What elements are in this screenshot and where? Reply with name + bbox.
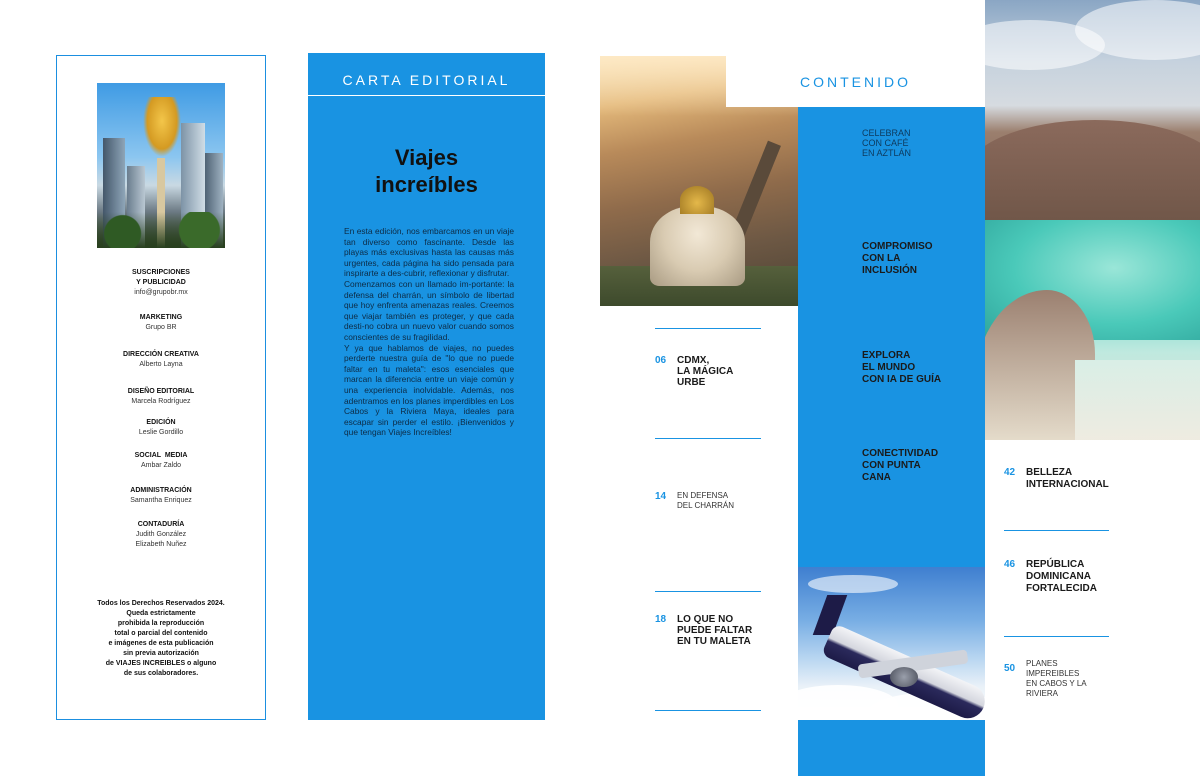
toc-divider <box>655 591 761 592</box>
contents-column-item[interactable]: EXPLORA EL MUNDO CON IA DE GUÍA <box>862 350 942 385</box>
toc-title: BELLEZA INTERNACIONAL <box>1026 467 1109 490</box>
credit-role: DIRECCIÓN CREATIVA <box>123 351 199 358</box>
toc-page-number: 18 <box>655 614 667 625</box>
credit-social-media <box>57 451 265 471</box>
credit-name: Leslie Gordillo <box>138 429 184 436</box>
credit-role: MARKETING <box>139 314 183 321</box>
credit-name: Marcela Rodríguez <box>131 398 191 405</box>
toc-divider <box>655 328 761 329</box>
contents-column-item[interactable]: CONECTIVIDAD CON PUNTA CANA <box>862 448 939 483</box>
credit-subscriptions <box>57 268 265 298</box>
credit-name: Judith González Elizabeth Nuñez <box>135 531 187 548</box>
editorial-paragraph: En esta edición, nos embarcamos en un viaje tan diverso como fascinante. Desde las playas más exclusivas hasta las causas más urgentes, cada página ha sido pensada para inspirarte a des-cubrir, reflexionar y disfrutar. <box>344 226 514 279</box>
credit-role: SOCIAL MEDIA <box>134 452 188 459</box>
credit-administration <box>57 486 265 506</box>
credit-role: ADMINISTRACIÓN <box>130 487 192 494</box>
credit-marketing <box>57 313 265 333</box>
credit-role: DISEÑO EDITORIAL <box>127 388 195 395</box>
editorial-header: CARTA EDITORIAL <box>308 53 545 96</box>
credit-role: CONTADURÍA <box>137 521 185 528</box>
credit-name: Ambar Zaldo <box>140 462 182 469</box>
toc-title: CDMX, LA MÁGICA URBE <box>677 355 734 388</box>
toc-page-number: 06 <box>655 355 667 366</box>
credit-role: SUSCRIPCIONES Y PUBLICIDAD <box>132 269 190 286</box>
aeromexico-plane-photo <box>798 567 985 720</box>
credit-name: Alberto Layna <box>139 361 183 368</box>
credit-name[interactable]: info@grupobr.mx <box>134 289 188 296</box>
contents-column-item[interactable]: CELEBRAN CON CAFÉ EN AZTLÁN <box>862 128 912 158</box>
editorial-title: Viajes increíbles <box>375 145 478 197</box>
rights-notice: Todos los Derechos Reservados 2024. Queda estrictamente prohibida la reproducción total o parcial del contenido e imágenes de esta publicación sin previa autorización de VIAJES INCREIBLES o alguno de sus colaboradores. <box>97 600 225 677</box>
credit-role: EDICIÓN <box>146 419 176 426</box>
toc-title: LO QUE NO PUEDE FALTAR EN TU MALETA <box>677 614 753 647</box>
toc-page-number: 42 <box>1004 467 1016 478</box>
credit-name: Grupo BR <box>145 324 177 331</box>
contents-header: CONTENIDO <box>726 56 985 107</box>
toc-title: EN DEFENSA DEL CHARRÁN <box>677 491 735 510</box>
editorial-body <box>344 226 514 438</box>
baja-bay-photo <box>985 0 1200 440</box>
credit-creative-direction <box>57 350 265 370</box>
editorial-panel <box>308 53 545 720</box>
toc-title: REPÚBLICA DOMINICANA FORTALECIDA <box>1026 559 1097 594</box>
credit-editing <box>57 418 265 438</box>
contents-column-item[interactable]: COMPROMISO CON LA INCLUSIÓN <box>862 241 933 276</box>
editorial-paragraph: Y ya que hablamos de viajes, no puedes perderte nuestra guía de "lo que no puede faltar en tu maleta": esos esenciales que marcan la diferencia entre un viaje común y una experiencia inolvidable. Además, nos adentramos en los planes imperdibles en Los Cabos y la Riviera Maya, ideales para escapar sin perder el estilo. ¡Bienvenidos y que tengan Viajes Increíbles! <box>344 342 514 438</box>
toc-divider <box>1004 636 1109 637</box>
credits-panel <box>56 55 266 720</box>
editorial-paragraph: Comenzamos con un llamado im-portante: la defensa del charrán, un símbolo de libertad que hoy enfrenta amenazas reales. Creemos que viajar también es proteger, y que cada desti-no cobra un nuevo valor cuando somos conscientes de su fragilidad. <box>344 278 514 342</box>
toc-page-number: 46 <box>1004 559 1016 570</box>
toc-divider <box>1004 530 1109 531</box>
toc-divider <box>655 710 761 711</box>
toc-page-number: 50 <box>1004 663 1016 674</box>
credit-editorial-design <box>57 387 265 407</box>
credit-accounting <box>57 520 265 550</box>
angel-monument-photo <box>97 83 225 248</box>
toc-page-number: 14 <box>655 491 667 502</box>
credit-name: Samantha Enriquez <box>130 497 192 504</box>
toc-title: PLANES IMPEREIBLES EN CABOS Y LA RIVIERA <box>1026 659 1087 698</box>
toc-divider <box>655 438 761 439</box>
